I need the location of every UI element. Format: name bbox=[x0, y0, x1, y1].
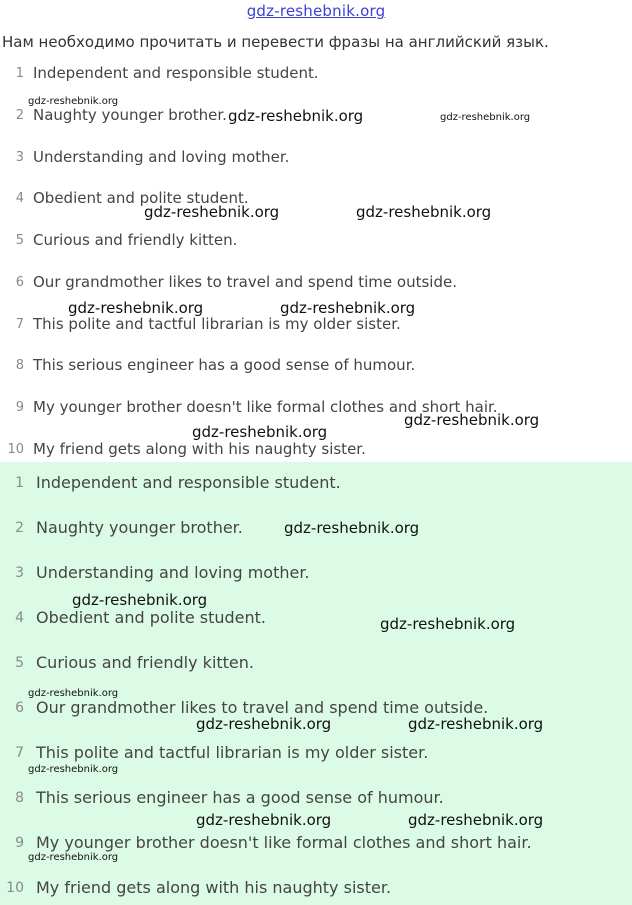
item-text: Curious and friendly kitten. bbox=[36, 653, 254, 672]
watermark: gdz-reshebnik.org bbox=[68, 299, 204, 317]
item-number: 5 bbox=[15, 233, 24, 248]
item-text: Obedient and polite student. bbox=[33, 189, 249, 207]
item-number: 9 bbox=[15, 400, 24, 415]
watermark: gdz-reshebnik.org bbox=[28, 96, 119, 107]
watermark: gdz-reshebnik.org bbox=[28, 852, 119, 863]
item-number: 7 bbox=[15, 745, 24, 761]
item-text: My friend gets along with his naughty sister. bbox=[33, 440, 366, 458]
item-text: Understanding and loving mother. bbox=[36, 563, 310, 582]
item-text: Independent and responsible student. bbox=[36, 473, 341, 492]
watermark: gdz-reshebnik.org bbox=[196, 715, 332, 733]
watermark: gdz-reshebnik.org bbox=[192, 423, 328, 441]
item-text: This serious engineer has a good sense of humour. bbox=[33, 356, 416, 374]
item-number: 4 bbox=[15, 610, 24, 626]
item-text: Understanding and loving mother. bbox=[33, 148, 290, 166]
item-number: 1 bbox=[15, 66, 24, 81]
item-text: Naughty younger brother. bbox=[33, 106, 227, 124]
watermark: gdz-reshebnik.org bbox=[28, 764, 119, 775]
watermark: gdz-reshebnik.org bbox=[144, 203, 280, 221]
item-number: 6 bbox=[15, 700, 24, 716]
item-number: 7 bbox=[15, 317, 24, 332]
instruction-text: Нам необходимо прочитать и перевести фразы на английский язык. bbox=[2, 33, 549, 51]
item-text: My friend gets along with his naughty sister. bbox=[36, 878, 392, 897]
item-number: 10 bbox=[7, 442, 24, 457]
item-text: This polite and tactful librarian is my older sister. bbox=[36, 743, 429, 762]
item-text: Curious and friendly kitten. bbox=[33, 231, 238, 249]
item-text: Naughty younger brother. bbox=[36, 518, 243, 537]
watermark: gdz-reshebnik.org bbox=[280, 299, 416, 317]
watermark: gdz-reshebnik.org bbox=[356, 203, 492, 221]
item-number: 2 bbox=[15, 520, 24, 536]
watermark: gdz-reshebnik.org bbox=[408, 715, 544, 733]
watermark: gdz-reshebnik.org bbox=[404, 411, 540, 429]
watermark: gdz-reshebnik.org bbox=[440, 112, 531, 123]
watermark: gdz-reshebnik.org bbox=[28, 688, 119, 699]
item-number: 8 bbox=[15, 358, 24, 373]
item-number: 3 bbox=[15, 150, 24, 165]
item-number: 6 bbox=[15, 275, 24, 290]
item-text: This serious engineer has a good sense of humour. bbox=[36, 788, 444, 807]
watermark: gdz-reshebnik.org bbox=[284, 519, 420, 537]
item-number: 2 bbox=[15, 108, 24, 123]
watermark: gdz-reshebnik.org bbox=[196, 811, 332, 829]
item-text: Our grandmother likes to travel and spend time outside. bbox=[33, 273, 457, 291]
item-text: Independent and responsible student. bbox=[33, 64, 319, 82]
item-number: 8 bbox=[15, 790, 24, 806]
item-number: 5 bbox=[15, 655, 24, 671]
watermark: gdz-reshebnik.org bbox=[228, 107, 364, 125]
item-number: 9 bbox=[15, 835, 24, 851]
watermark: gdz-reshebnik.org bbox=[72, 591, 208, 609]
item-number: 4 bbox=[15, 191, 24, 206]
item-text: Our grandmother likes to travel and spend time outside. bbox=[36, 698, 489, 717]
item-number: 1 bbox=[15, 475, 24, 491]
item-number: 3 bbox=[15, 565, 24, 581]
watermark: gdz-reshebnik.org bbox=[408, 811, 544, 829]
item-text: Obedient and polite student. bbox=[36, 608, 267, 627]
item-text: This polite and tactful librarian is my older sister. bbox=[33, 315, 401, 333]
item-number: 10 bbox=[6, 880, 24, 896]
item-text: My younger brother doesn't like formal clothes and short hair. bbox=[33, 398, 498, 416]
site-header-link[interactable]: gdz-reshebnik.org bbox=[246, 2, 386, 20]
watermark: gdz-reshebnik.org bbox=[380, 615, 516, 633]
item-text: My younger brother doesn't like formal clothes and short hair. bbox=[36, 833, 532, 852]
